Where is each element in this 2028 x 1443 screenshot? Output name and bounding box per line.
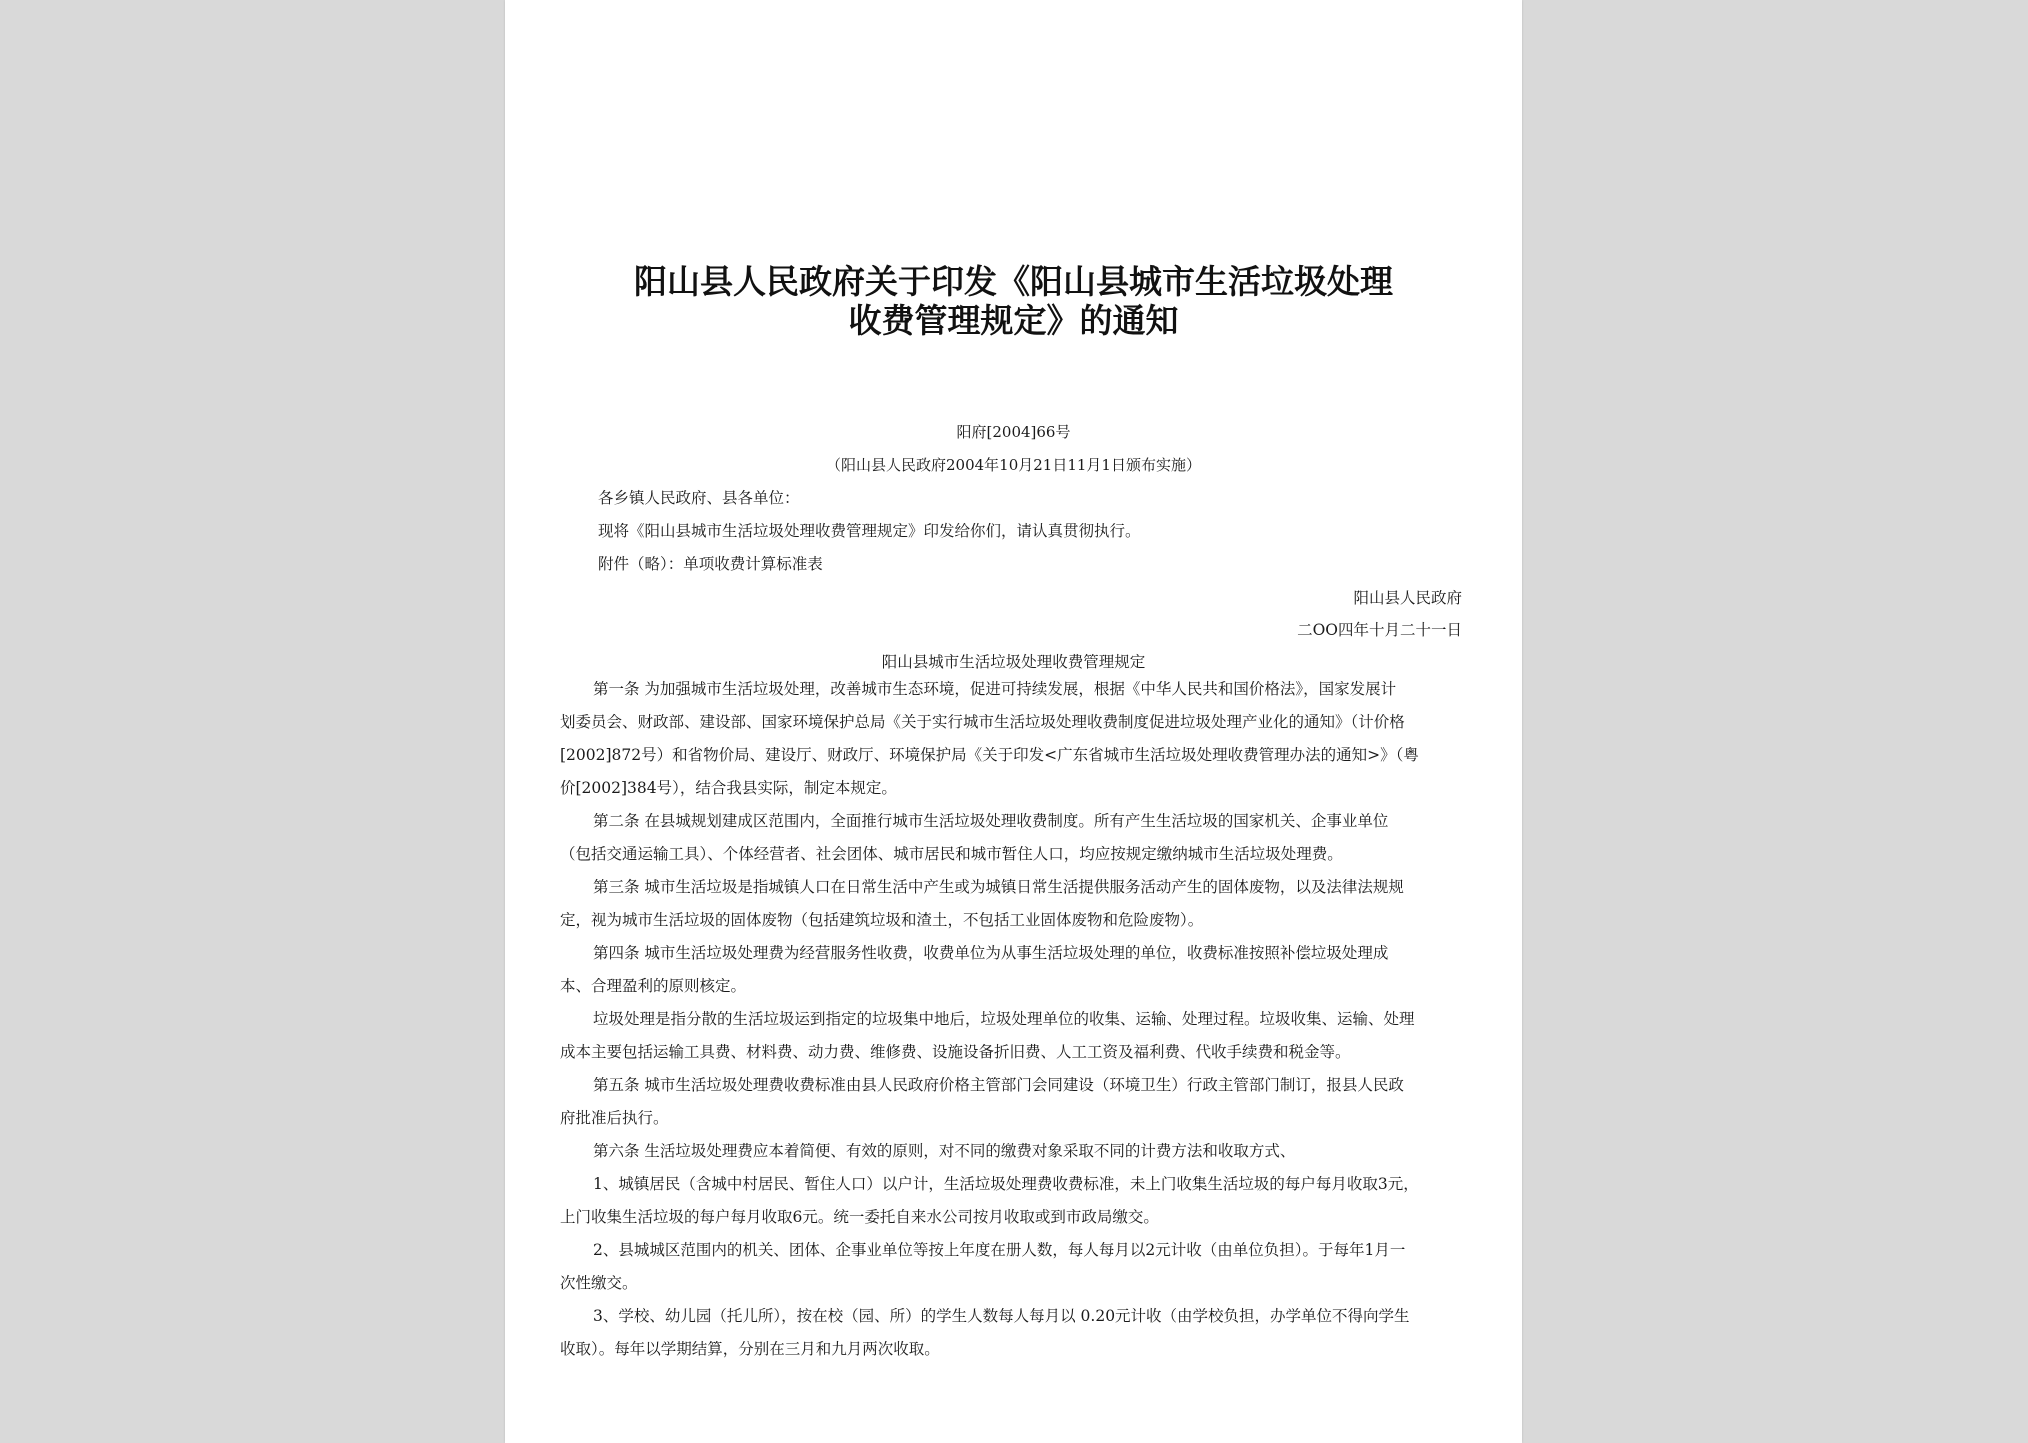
signature-date: 二OO四年十月二十一日 [1297, 621, 1462, 639]
regulation-title: 阳山县城市生活垃圾处理收费管理规定 [881, 653, 1146, 671]
regulation-body [560, 673, 1470, 1366]
regulation-line: 第三条 城市生活垃圾是指城镇人口在日常生活中产生或为城镇日常生活提供服务活动产生的固体废物，以及法律法规规 [593, 878, 1404, 896]
title-line-1: 阳山县人民政府关于印发《阳山县城市生活垃圾处理 [634, 262, 1393, 301]
regulation-line: 收取）。每年以学期结算，分别在三月和九月两次收取。 [560, 1340, 940, 1358]
notice-body [560, 482, 1470, 581]
notice-attachment: 附件（略）：单项收费计算标准表 [598, 555, 823, 573]
issued-note: （阳山县人民政府2004年10月21日11月1日颁布实施） [826, 456, 1201, 474]
regulation-line: 3、学校、幼儿园（托儿所），按在校（园、所）的学生人数每人每月以 0.20元计收（由学校负担，办学单位不得向学生 [593, 1307, 1410, 1325]
regulation-line: 第二条 在县城规划建成区范围内，全面推行城市生活垃圾处理收费制度。所有产生生活垃圾的国家机关、企事业单位 [593, 812, 1389, 830]
regulation-line: 第六条 生活垃圾处理费应本着简便、有效的原则，对不同的缴费对象采取不同的计费方法和收取方式、 [593, 1142, 1296, 1160]
document-number: 阳府[2004]66号 [956, 423, 1071, 441]
regulation-line: 上门收集生活垃圾的每户每月收取6元。统一委托自来水公司按月收取或到市政局缴交。 [560, 1208, 1159, 1226]
signature-issuer: 阳山县人民政府 [1353, 589, 1462, 607]
regulation-line: 本、合理盈利的原则核定。 [560, 977, 747, 995]
regulation-line: 价[2002]384号），结合我县实际，制定本规定。 [560, 779, 897, 797]
title-line-2: 收费管理规定》的通知 [848, 301, 1179, 340]
regulation-line: 第五条 城市生活垃圾处理费收费标准由县人民政府价格主管部门会同建设（环境卫生）行政主管部门制订，报县人民政 [593, 1076, 1404, 1094]
notice-text: 现将《阳山县城市生活垃圾处理收费管理规定》印发给你们，请认真贯彻执行。 [598, 522, 1141, 540]
notice-addressee: 各乡镇人民政府、县各单位： [598, 489, 800, 507]
regulation-line: 次性缴交。 [560, 1274, 638, 1292]
regulation-line: （包括交通运输工具）、个体经营者、社会团体、城市居民和城市暂住人口，均应按规定缴纳城市生活垃圾处理费。 [560, 845, 1343, 863]
regulation-line: 2、县城城区范围内的机关、团体、企事业单位等按上年度在册人数，每人每月以2元计收（由单位负担）。于每年1月一 [593, 1241, 1406, 1259]
regulation-line: 划委员会、财政部、建设部、国家环境保护总局《关于实行城市生活垃圾处理收费制度促进垃圾处理产业化的通知》（计价格 [560, 713, 1405, 731]
regulation-line: 1、城镇居民（含城中村居民、暂住人口）以户计，生活垃圾处理费收费标准，未上门收集生活垃圾的每户每月收取3元， [593, 1175, 1419, 1193]
document-page [505, 0, 1522, 1443]
regulation-line: 第一条 为加强城市生活垃圾处理，改善城市生态环境，促进可持续发展，根据《中华人民共和国价格法》，国家发展计 [593, 680, 1397, 698]
document-title [505, 262, 1522, 340]
regulation-line: 第四条 城市生活垃圾处理费为经营服务性收费，收费单位为从事生活垃圾处理的单位，收费标准按照补偿垃圾处理成 [593, 944, 1389, 962]
regulation-line: 垃圾处理是指分散的生活垃圾运到指定的垃圾集中地后，垃圾处理单位的收集、运输、处理过程。垃圾收集、运输、处理 [593, 1010, 1415, 1028]
regulation-line: [2002]872号）和省物价局、建设厅、财政厅、环境保护局《关于印发<广东省城市生活垃圾处理收费管理办法的通知>》（粤 [560, 746, 1419, 764]
regulation-line: 府批准后执行。 [560, 1109, 669, 1127]
regulation-line: 成本主要包括运输工具费、材料费、动力费、维修费、设施设备折旧费、人工工资及福利费、代收手续费和税金等。 [560, 1043, 1351, 1061]
regulation-line: 定，视为城市生活垃圾的固体废物（包括建筑垃圾和渣土，不包括工业固体废物和危险废物）。 [560, 911, 1204, 929]
